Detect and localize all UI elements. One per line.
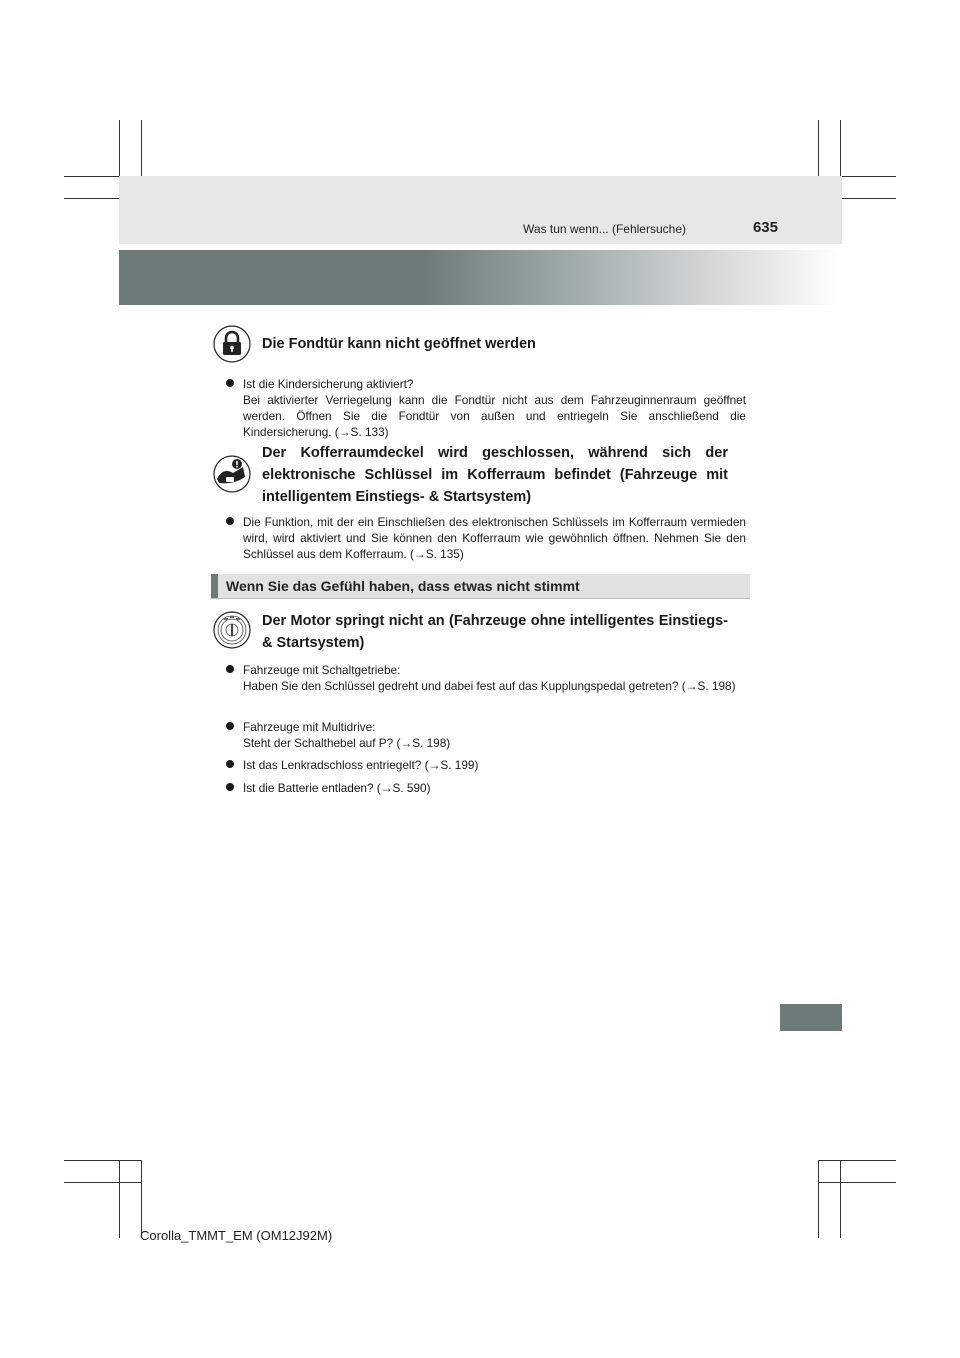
bullet-icon	[226, 760, 234, 768]
bullet-icon	[226, 665, 234, 673]
crop-mark	[840, 1160, 841, 1238]
list-item-text	[243, 514, 746, 562]
list-item-line: Ist die Batterie entladen? (→S. 590)	[243, 781, 431, 795]
running-header: Was tun wenn... (Fehlersuche)	[523, 222, 686, 236]
list-item-text	[243, 757, 746, 773]
crop-mark	[119, 1160, 120, 1238]
section-heading: Der Kofferraumdeckel wird geschlossen, während sich der elektronische Schlüssel im Kofferraum befindet (Fahrzeuge mit intelligentem Einstiegs- & Startsystem)	[262, 445, 728, 505]
list-item-text	[243, 780, 746, 796]
section-heading: Der Motor springt nicht an (Fahrzeuge ohne intelligentes Einstiegs- & Startsystem)	[262, 613, 728, 651]
list-item-text	[243, 662, 746, 694]
footer-document-id: Corolla_TMMT_EM (OM12J92M)	[140, 1228, 333, 1243]
lock-icon	[213, 325, 251, 363]
chapter-tab	[780, 1004, 842, 1031]
bullet-icon	[226, 722, 234, 730]
bullet-icon	[226, 517, 234, 525]
crop-mark	[818, 1160, 819, 1238]
list-item-line: Die Funktion, mit der ein Einschließen des elektronischen Schlüssels im Kofferraum vermieden wird, wird aktiviert und Sie können den Kofferraum wie gewöhnlich öffnen. Nehmen Sie den Schlüssel aus dem Kofferraum. (→S. 135)	[243, 515, 746, 561]
list-item-line: Haben Sie den Schlüssel gedreht und dabei fest auf das Kupplungspedal getreten? (→S. 198)	[243, 679, 736, 693]
list-item-line: Bei aktivierter Verriegelung kann die Fondtür nicht aus dem Fahrzeuginnenraum geöffnet werden. Öffnen Sie die Fondtür von außen und entriegeln Sie anschließend die Kindersicherung. (→S. 133)	[243, 393, 746, 439]
section-bar-accent	[211, 574, 218, 598]
section-bar	[211, 574, 750, 599]
list-item-line: Fahrzeuge mit Schaltgetriebe:	[243, 663, 401, 677]
bullet-icon	[226, 783, 234, 791]
list-item-line: Steht der Schalthebel auf P? (→S. 198)	[243, 736, 451, 750]
list-item-text	[243, 719, 746, 751]
list-item-line: Ist das Lenkradschloss entriegelt? (→S. 199)	[243, 758, 479, 772]
chapter-bar	[119, 250, 842, 305]
page-number: 635	[752, 219, 778, 236]
electronic-key-icon	[213, 455, 251, 493]
section-heading: Die Fondtür kann nicht geöffnet werden	[262, 336, 536, 352]
bullet-icon	[226, 379, 234, 387]
crop-mark	[64, 1182, 142, 1183]
crop-mark	[818, 1182, 896, 1183]
crop-mark	[818, 1160, 896, 1161]
ignition-switch-icon	[213, 611, 251, 649]
list-item-line: Fahrzeuge mit Multidrive:	[243, 720, 376, 734]
list-item-text	[243, 376, 746, 440]
list-item-line: Ist die Kindersicherung aktiviert?	[243, 377, 414, 391]
section-title: Wenn Sie das Gefühl haben, dass etwas nicht stimmt	[226, 578, 580, 594]
crop-mark	[141, 1160, 142, 1238]
crop-mark	[64, 1160, 142, 1161]
